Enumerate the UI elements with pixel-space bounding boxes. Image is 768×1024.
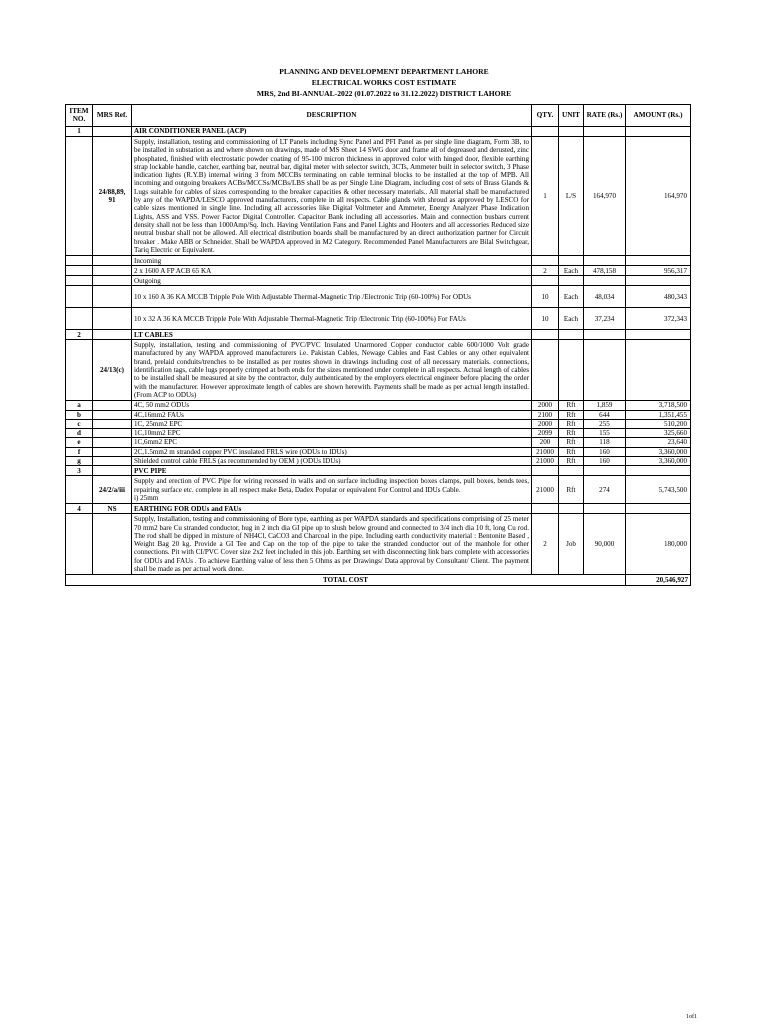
rate-cell: 118 [584, 438, 626, 447]
rate-cell: 160 [584, 447, 626, 456]
unit-cell: Rft [559, 447, 584, 456]
col-header-rate: RATE (Rs.) [584, 105, 626, 127]
table-row [66, 308, 691, 330]
qty-cell: 21000 [532, 476, 559, 504]
qty-cell: 2000 [532, 419, 559, 428]
table-row [66, 438, 691, 447]
col-header-mrs: MRS Ref. [93, 105, 132, 127]
table-row [66, 457, 691, 466]
table-row [66, 286, 691, 308]
unit-cell: Each [559, 286, 584, 308]
unit-cell: Job [559, 514, 584, 575]
row-letter: b [66, 410, 93, 419]
item-description: 2C,1.5mm2 m stranded copper PVC insulated FRLS wire (ODUs to IDUs) [132, 447, 532, 456]
item-description: Shielded control cable FRLS (as recommended by OEM ) (ODUs IDUs) [132, 457, 532, 466]
item-description: 4C, 50 mm2 ODUs [132, 401, 532, 410]
mrs-ref: 24/88,89, 91 [93, 137, 132, 256]
section-number: 1 [66, 127, 93, 137]
unit-cell: Each [559, 308, 584, 330]
section-title: PVC PIPE [132, 466, 532, 476]
unit-cell: Rft [559, 419, 584, 428]
section-title-row [66, 127, 691, 137]
outgoing-label: Outgoing [132, 276, 532, 286]
section-title-row [66, 466, 691, 476]
total-label: TOTAL COST [66, 575, 626, 586]
row-letter: c [66, 419, 93, 428]
incoming-label: Incoming [132, 256, 532, 266]
item-description-text: Supply and erection of PVC Pipe for wiring recessed in walls and on surface including inspection boxes clamps, pull boxes, bends tees, repairing surface etc. complete in all respect make Beta, Dadex Popular or equivalent For Control and IDUs Cable. [134, 477, 529, 494]
qty-cell: 10 [532, 308, 559, 330]
rate-cell: 644 [584, 410, 626, 419]
rate-cell: 255 [584, 419, 626, 428]
header-department: PLANNING AND DEVELOPMENT DEPARTMENT LAHORE [279, 67, 489, 76]
amount-cell: 164,970 [626, 137, 691, 256]
col-header-description: DESCRIPTION [132, 105, 532, 127]
document-header [0, 66, 768, 99]
item-description: 1C,6mm2 EPC [132, 438, 532, 447]
row-letter: e [66, 438, 93, 447]
qty-cell: 21000 [532, 457, 559, 466]
section-title: LT CABLES [132, 330, 532, 340]
row-letter: d [66, 429, 93, 438]
amount-cell: 3,718,500 [626, 401, 691, 410]
qty-cell: 21000 [532, 447, 559, 456]
amount-cell: 3,360,000 [626, 457, 691, 466]
rate-cell: 48,034 [584, 286, 626, 308]
item-description: 4C,16mm2 FAUs [132, 410, 532, 419]
qty-cell: 2099 [532, 429, 559, 438]
item-description: 1C, 25mm2 EPC [132, 419, 532, 428]
qty-cell: 2 [532, 514, 559, 575]
rate-cell: 37,234 [584, 308, 626, 330]
header-period: MRS, 2nd BI-ANNUAL-2022 (01.07.2022 to 31.12.2022) DISTRICT LAHORE [256, 89, 512, 98]
table-row [66, 410, 691, 419]
rate-cell: 90,000 [584, 514, 626, 575]
section-title-row [66, 330, 691, 340]
amount-cell: 510,200 [626, 419, 691, 428]
item-description: Supply, installation, testing and commissioning of LT Panels including Sync Panel and PFI Panel as per single line diagram, Form 3B, to be installed in substation as and where shown on drawings, made of MS Sheet 14 SWG door and frame all of degreased and derusted, zinc phosphated, finished with electrostatic powder coating of 95-100 micron thickness in approved color with hinged door, flexible earthing strap lockable handle, catcher, earthing bar, neutral bar, digital meter with selector switch, 3CTs, Ammeter built in selector switch, 3 Phase indication lights (R.Y.B) internal wiring 3 from MCCBs terminating on cable terminal blocks to be installed at the top of MPB. All incoming and outgoing breakers ACBs/MCCSs/MCBs/LBS shall be as per Single Line Diagram, including cost of sets of Brass Glands & Lugs suitable for cables of sizes corresponding to the breaker capacities & other necessary materials.. All material shall be manufactured by any of the WAPDA/LESCO approved manufacturers, complete in all respects. Cable glands with shroud as approved by LESCO for cable sizes mentioned in single line. Including all accessories like Digital Voltmeter and Ammeter, Energy Analyzer Phase Indication Lights, ASS and VSS. Power Factor Digital Controller. Capacitor Bank including all accessories. Main and connection busbars current density shall not be less than 1000Amp/Sq. Inch. Having Ventilation Fans and Panel Lights and Hooters and all accessories Reduced size neutral busbar shall not be allowed. All electrical distribution boards shall be manufactured by an direct authorization partner for Circuit breaker . Make ABB or Schneider. Shall be WAPDA approved in M2 Category. Recommended Panel Manufacturers are Bilal Switchgear, Tariq Electric or Equivalent. [132, 137, 532, 256]
section-title-row [66, 504, 691, 514]
unit-cell: Rft [559, 429, 584, 438]
mrs-ref: NS [93, 504, 132, 514]
subheading-row [66, 276, 691, 286]
header-estimate-title: ELECTRICAL WORKS COST ESTIMATE [311, 78, 457, 87]
cost-estimate-table [65, 104, 691, 586]
rate-cell: 155 [584, 429, 626, 438]
col-header-item: ITEM NO. [66, 105, 93, 127]
amount-cell: 956,317 [626, 266, 691, 276]
qty-cell: 200 [532, 438, 559, 447]
item-description: 10 x 32 A 36 KA MCCB Tripple Pole With Adjustable Thermal-Magnetic Trip /Electronic Trip (60-100%) For FAUs [132, 308, 532, 330]
amount-cell: 1,351,455 [626, 410, 691, 419]
row-letter: a [66, 401, 93, 410]
rate-cell: 478,158 [584, 266, 626, 276]
mrs-ref: 24/13(c) [93, 340, 132, 401]
item-subitem: i) 25mm [134, 493, 159, 502]
qty-cell: 10 [532, 286, 559, 308]
amount-cell: 372,343 [626, 308, 691, 330]
amount-cell: 325,660 [626, 429, 691, 438]
rate-cell: 160 [584, 457, 626, 466]
total-row [66, 575, 691, 586]
table-row [66, 401, 691, 410]
table-row [66, 429, 691, 438]
section-number: 4 [66, 504, 93, 514]
amount-cell: 5,743,500 [626, 476, 691, 504]
table-row [66, 447, 691, 456]
page-number: 1of1 [686, 1014, 697, 1020]
item-description: Supply, installation, testing and commissioning of PVC/PVC Insulated Unarmored Copper conductor cable 600/1000 Volt grade manufactured by any WAPDA approved manufacturers i.e. Pakistan Cables, Newage Cables and Fast Cables or any other equivalent brand, prelaid conduits/trenches to be installed as per routes shown in drawings including cost of all necessary materials. connections, identification tags, cable lugs properly crimped at both ends for the sizes mentioned under complete in all respects. Actual length of cables to be installed shall be measured at site by the contractor, duly authenticated by the employers electrical engineer before placing the order with the manufacturer. However approximate length of cables are shown herewith. Payments shall be made as per actual length installed. (From ACP to ODUs) [132, 340, 532, 401]
table-row [66, 514, 691, 575]
amount-cell: 480,343 [626, 286, 691, 308]
section-title: EARTHING FOR ODUs and FAUs [132, 504, 532, 514]
unit-cell: Rft [559, 410, 584, 419]
unit-cell: Rft [559, 438, 584, 447]
unit-cell: Rft [559, 476, 584, 504]
qty-cell: 1 [532, 137, 559, 256]
table-row [66, 340, 691, 401]
amount-cell: 180,000 [626, 514, 691, 575]
section-number: 2 [66, 330, 93, 340]
mrs-ref: 24/2/a/iii [93, 476, 132, 504]
section-number: 3 [66, 466, 93, 476]
unit-cell: Each [559, 266, 584, 276]
item-description: 10 x 160 A 36 KA MCCB Tripple Pole With Adjustable Thermal-Magnetic Trip /Electronic Trip (60-100%) For ODUs [132, 286, 532, 308]
table-row [66, 266, 691, 276]
item-description: Supply, Installation, testing and commissioning of Bore type, earthing as per WAPDA standards and specifications comprising of 25 meter 70 mm2 bare Cu stranded conductor, hug in 2 inch dia GI pipe up to slush below ground and connected to 3/4 inch dia 10 ft, long Cu rod. The rod shall be dipped in mixture of NH4Cl, CaCO3 and Charcoal in the pipe. Including earth conductivity material : Bentonite Based , Weight Bag 20 kg. Provide a GI Tee and Cap on the top of the pipe to take the stranded conductor out of the manhole for other connections. Pit with CI/PVC Cover size 2x2 feet included in this job. Earthing set with disconnecting link bars complete with accessories for ODUs and FAUs . To achieve Earthing value of less then 5 Ohms as per Drawings/ Data approval by Consultant/ Client. The payment shall be made as per actual work done. [132, 514, 532, 575]
item-description: 1C,10mm2 EPC [132, 429, 532, 438]
table-row [66, 476, 691, 504]
qty-cell: 2 [532, 266, 559, 276]
subheading-row [66, 256, 691, 266]
rate-cell: 1,859 [584, 401, 626, 410]
row-letter: g [66, 457, 93, 466]
unit-cell: L/S [559, 137, 584, 256]
item-description [132, 476, 532, 504]
amount-cell: 3,360,000 [626, 447, 691, 456]
table-row [66, 137, 691, 256]
col-header-qty: QTY. [532, 105, 559, 127]
row-letter: f [66, 447, 93, 456]
qty-cell: 2100 [532, 410, 559, 419]
qty-cell: 2000 [532, 401, 559, 410]
rate-cell: 274 [584, 476, 626, 504]
rate-cell: 164,970 [584, 137, 626, 256]
col-header-unit: UNIT [559, 105, 584, 127]
unit-cell: Rft [559, 457, 584, 466]
col-header-amount: AMOUNT (Rs.) [626, 105, 691, 127]
section-title: AIR CONDITIONER PANEL (ACP) [132, 127, 532, 137]
item-description: 2 x 1600 A FP ACB 65 KA [132, 266, 532, 276]
amount-cell: 23,640 [626, 438, 691, 447]
total-amount: 20,546,927 [626, 575, 691, 586]
table-row [66, 419, 691, 428]
unit-cell: Rft [559, 401, 584, 410]
table-header-row [66, 105, 691, 127]
